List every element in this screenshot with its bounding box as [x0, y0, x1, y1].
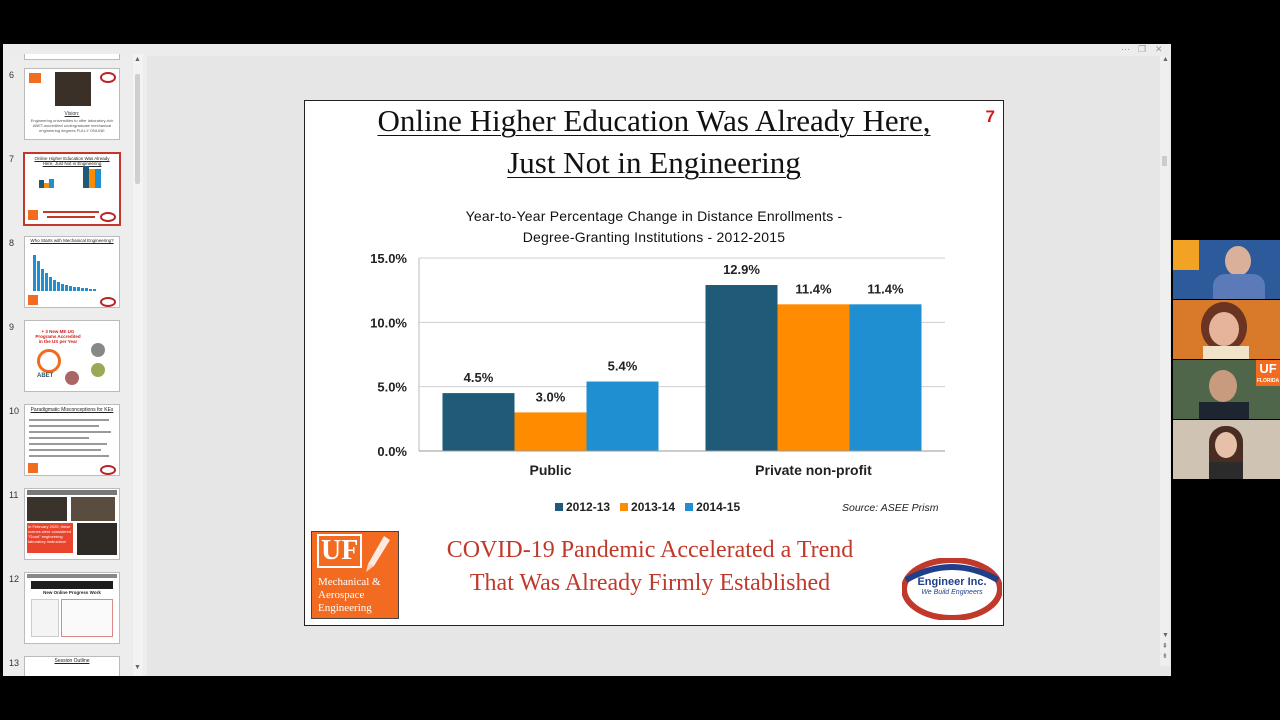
uf-logo-icon — [28, 295, 38, 305]
slide-title-line2: Just Not in Engineering — [507, 145, 801, 180]
photo — [55, 72, 91, 106]
participant-video-4[interactable] — [1173, 420, 1280, 479]
bar — [850, 304, 922, 451]
slide-bottom-line1: COVID-19 Pandemic Accelerated a Trend — [446, 537, 854, 563]
category-label: Private non-profit — [755, 462, 872, 478]
scrollbar-thumb[interactable] — [135, 74, 140, 184]
thumbnail-caption: Vision: — [64, 111, 80, 117]
mini-bar — [57, 282, 60, 291]
y-tick-label: 10.0% — [370, 315, 407, 331]
text-line — [43, 211, 99, 213]
thumbnail-caption: Who Starts with Mechanical Engineering? — [30, 238, 114, 243]
text-line — [29, 419, 109, 421]
photo — [27, 497, 67, 521]
participant-face — [1209, 370, 1237, 402]
slide-thumbnail[interactable] — [24, 404, 120, 476]
bar-chart — [305, 246, 1003, 536]
slide-thumbnail[interactable] — [24, 656, 120, 676]
engineer-logo-icon — [100, 465, 116, 475]
thumbnail-number: 13 — [9, 658, 20, 668]
legend-label: 2014-15 — [696, 500, 741, 514]
uf-logo-badge — [1256, 360, 1280, 386]
uf-logo-letters: UF — [317, 534, 362, 568]
thumbnail-number: 9 — [9, 322, 15, 332]
data-label: 11.4% — [867, 281, 904, 297]
participant-video-2[interactable] — [1173, 300, 1280, 359]
slide-thumbnail[interactable] — [24, 320, 120, 392]
engineer-logo-name: Engineer Inc. — [917, 576, 987, 588]
thumbnail-number: 7 — [9, 154, 15, 164]
mini-bar — [77, 287, 80, 291]
mini-bar — [85, 288, 88, 291]
text-line — [47, 216, 95, 218]
data-label: 4.5% — [463, 370, 494, 386]
bar — [778, 304, 850, 451]
participant-video-3[interactable] — [1173, 360, 1280, 419]
mini-bar — [89, 289, 92, 291]
chart-title-line1: Year-to-Year Percentage Change in Distance Enrollments - — [465, 208, 843, 224]
participant-face — [1215, 432, 1237, 458]
slide-bottom-line2: That Was Already Firmly Established — [469, 570, 831, 596]
chart-legend — [555, 500, 740, 514]
presentation-app-window — [3, 44, 1171, 676]
legend-item — [555, 500, 610, 514]
legend-item — [685, 500, 740, 514]
participant-face — [1209, 312, 1239, 346]
engineer-logo-icon — [100, 212, 116, 222]
window-top-bar — [3, 44, 1171, 56]
seal-icon — [65, 371, 79, 385]
slide-thumbnail[interactable] — [24, 54, 120, 60]
scroll-up-icon[interactable]: ▲ — [134, 56, 141, 63]
thumbnail-caption: New Online Progress Work — [43, 590, 101, 595]
engineer-logo-icon — [100, 297, 116, 307]
scroll-down-icon[interactable]: ▼ — [134, 664, 141, 671]
data-label: 12.9% — [723, 262, 760, 278]
data-label: 5.4% — [607, 358, 638, 374]
uf-mae-logo — [311, 531, 399, 619]
engineer-logo-icon — [100, 72, 116, 83]
scrollbar-thumb[interactable] — [1162, 156, 1167, 166]
thumbnail-number: 10 — [9, 406, 20, 416]
more-options-icon[interactable]: ⋯ — [1121, 44, 1130, 54]
engineer-logo-tagline: We Build Engineers — [921, 589, 983, 596]
scroll-down-icon[interactable]: ▼ — [1162, 632, 1169, 639]
participant-face — [1225, 246, 1251, 276]
legend-swatch — [620, 503, 628, 511]
text-line — [29, 443, 107, 445]
legend-swatch — [685, 503, 693, 511]
y-tick-label: 5.0% — [377, 379, 407, 395]
participant-body — [1213, 274, 1265, 299]
engineer-inc-logo — [902, 558, 1002, 620]
legend-item — [620, 500, 675, 514]
main-scrollbar[interactable] — [1160, 56, 1170, 666]
title-bar — [27, 490, 117, 495]
photo — [71, 497, 115, 521]
bar — [443, 393, 515, 451]
uf-badge-sub: FLORIDA — [1256, 378, 1280, 384]
y-tick-label: 15.0% — [370, 251, 407, 266]
uf-logo-line2: Aerospace — [318, 589, 365, 601]
legend-swatch — [555, 503, 563, 511]
data-label: 11.4% — [795, 281, 832, 297]
participant-body — [1203, 346, 1249, 359]
abet-logo: ABET — [37, 373, 54, 379]
y-tick-label: 0.0% — [377, 444, 407, 459]
participant-body — [1199, 402, 1249, 419]
logo-badge — [1173, 240, 1199, 270]
uf-logo-line3: Engineering — [318, 602, 372, 614]
slide-number: 7 — [985, 107, 995, 126]
mini-bar — [45, 273, 48, 291]
text-line — [29, 437, 89, 439]
text-line — [29, 455, 109, 457]
thumbnail-caption: In February 2020, these scenes were considered "Good" engineering laboratory instruction! — [27, 523, 73, 553]
mini-bar — [37, 261, 40, 291]
close-icon[interactable]: ✕ — [1155, 44, 1163, 54]
mini-bar — [49, 277, 52, 291]
mini-bar — [69, 286, 72, 291]
slide-thumbnail[interactable] — [24, 488, 120, 560]
uf-logo-icon — [28, 463, 38, 473]
document-snippet — [61, 599, 113, 637]
document-snippet — [31, 599, 59, 637]
mini-bar — [41, 269, 44, 291]
mini-bar — [53, 280, 56, 291]
mini-bar — [61, 284, 64, 291]
participant-body — [1209, 462, 1243, 479]
uf-logo-line1: Mechanical & — [318, 576, 381, 588]
chart-title-line2: Degree-Granting Institutions - 2012-2015 — [522, 229, 786, 245]
legend-label: 2012-13 — [566, 500, 611, 514]
rocket-icon — [362, 534, 392, 574]
thumbnail-caption: Paradigmatic Misconceptions for KEs — [30, 407, 114, 413]
mini-bar — [65, 285, 68, 291]
bar — [515, 412, 587, 451]
thumbnail-caption: Session Outline — [54, 658, 90, 664]
uf-logo-icon — [29, 73, 41, 83]
mini-bar — [81, 288, 84, 291]
category-label: Public — [529, 462, 572, 478]
thumbnail-scrollbar[interactable] — [133, 54, 143, 676]
chart-source: Source: ASEE Prism — [842, 502, 939, 514]
slide-thumbnail[interactable] — [24, 572, 120, 644]
mini-bar — [73, 287, 76, 291]
thumbnail-desc: Engineering universities to offer laboratory-rich ABET-accredited undergraduate mechanical engineering degrees FULLY ONLINE — [30, 118, 114, 133]
seal-icon — [91, 363, 105, 377]
data-label: 3.0% — [535, 389, 566, 405]
thumbnail-caption: + 3 New ME UG Programs Accredited in the US per Year — [35, 329, 81, 344]
thumbnail-number: 11 — [9, 490, 19, 500]
thumbnail-number: 12 — [9, 574, 20, 584]
mini-bar — [95, 169, 101, 188]
legend-label: 2013-14 — [631, 500, 676, 514]
bar — [706, 285, 778, 451]
text-line — [29, 431, 111, 433]
seal-icon — [91, 343, 105, 357]
mini-bar — [33, 255, 36, 291]
slide-thumbnail[interactable] — [24, 236, 120, 308]
bar — [587, 382, 659, 451]
uf-badge-letters: UF — [1259, 361, 1277, 376]
next-slide-icon[interactable]: ⇟ — [1162, 653, 1168, 660]
participant-video-1[interactable] — [1173, 240, 1280, 299]
mini-bar — [93, 289, 96, 291]
scroll-up-icon[interactable]: ▲ — [1162, 56, 1169, 63]
circle-icon — [37, 349, 61, 373]
text-line — [29, 449, 101, 451]
slide-thumbnail-selected[interactable] — [23, 152, 121, 226]
thumbnail-number: 8 — [9, 238, 15, 248]
uf-logo-icon — [28, 210, 38, 220]
thumbnail-caption: Online Higher Education Was Already Here, Just Not in Engineering — [34, 156, 110, 166]
thumbnail-number: 6 — [9, 70, 15, 80]
restore-icon[interactable]: ❐ — [1138, 44, 1147, 54]
mini-bar — [49, 179, 54, 188]
slide-thumbnail-panel — [3, 54, 147, 676]
header-strip — [31, 581, 113, 589]
slide-title-line1: Online Higher Education Was Already Here, — [377, 103, 931, 138]
title-bar — [27, 574, 117, 578]
text-line — [29, 425, 99, 427]
slide-canvas[interactable] — [304, 100, 1004, 626]
slide-thumbnail[interactable] — [24, 68, 120, 140]
previous-slide-icon[interactable]: ⇞ — [1162, 643, 1168, 650]
photo — [77, 523, 117, 555]
